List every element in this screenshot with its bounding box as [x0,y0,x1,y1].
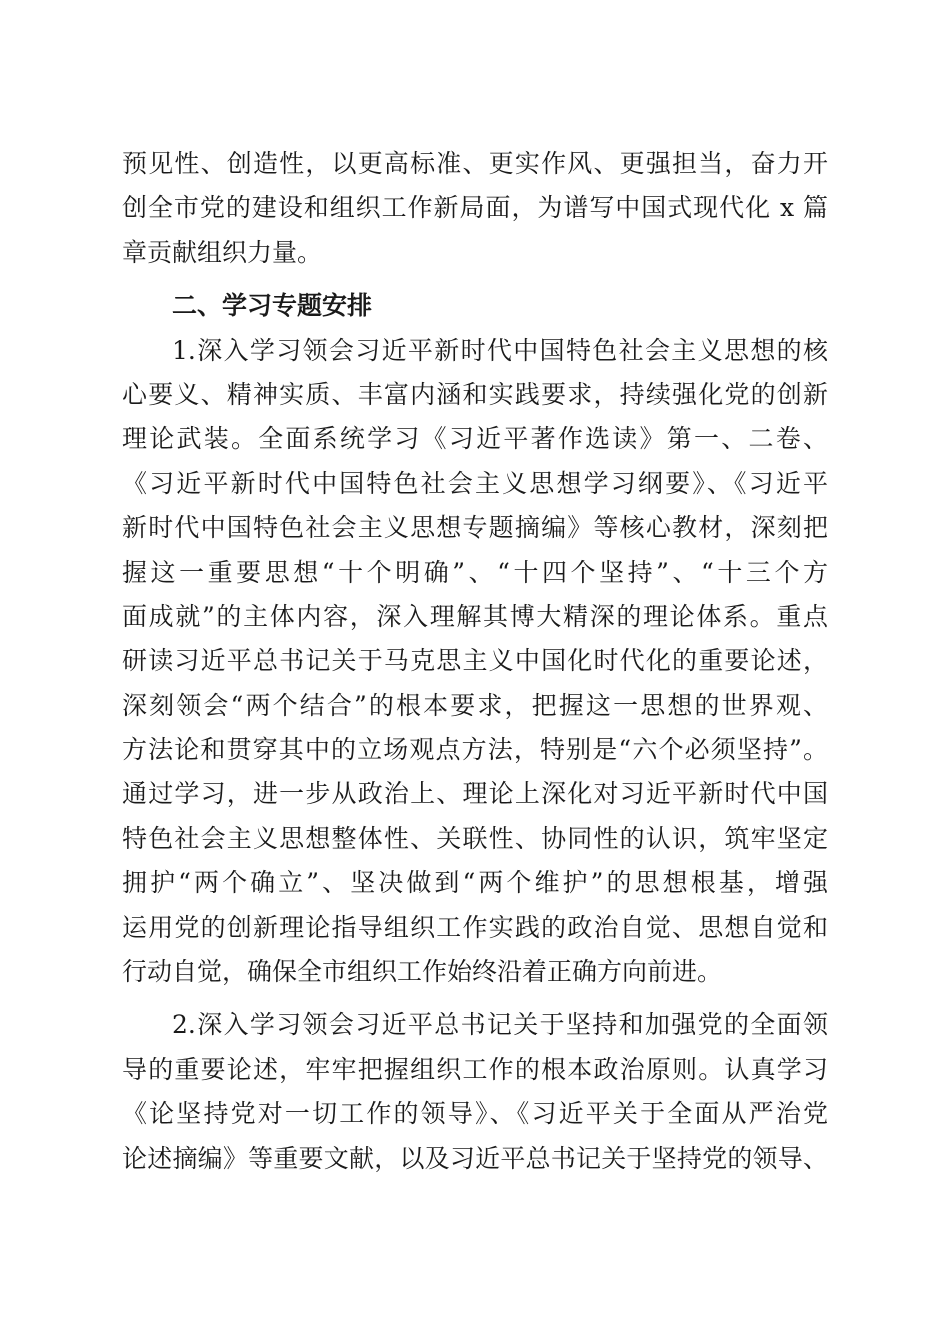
text-line: 特色社会主义思想整体性、关联性、协同性的认识，筑牢坚定 [122,823,828,853]
text-line: 理论武装。全面系统学习《习近平著作选读》第一、二卷、 [122,424,828,454]
text-line: 新时代中国特色社会主义思想专题摘编》等核心教材，深刻把 [122,513,828,543]
text-line: 2.深入学习领会习近平总书记关于坚持和加强党的全面领 [172,1010,828,1040]
paragraph-1 [122,329,828,995]
text-line: 研读习近平总书记关于马克思主义中国化时代化的重要论述， [122,646,828,676]
text-line: 通过学习，进一步从政治上、理论上深化对习近平新时代中国 [122,779,828,809]
paragraph-intro [122,142,828,275]
spacer [122,994,828,1003]
text-line: 论述摘编》等重要文献，以及习近平总书记关于坚持党的领导、 [122,1143,828,1173]
text-line: 方法论和贯穿其中的立场观点方法，特别是“六个必须坚持”。 [122,735,828,765]
section-heading: 二、学习专题安排 [172,291,373,321]
text-line: 预见性、创造性，以更高标准、更实作风、更强担当，奋力开 [122,149,828,178]
text-line: 运用党的创新理论指导组织工作实践的政治自觉、思想自觉和 [122,912,828,942]
spacer [122,275,828,284]
text-line: 导的重要论述，牢牢把握组织工作的根本政治原则。认真学习 [122,1054,828,1084]
text-line: 章贡献组织力量。 [122,237,323,267]
text-line: 《习近平新时代中国特色社会主义思想学习纲要》、《习近平 [122,468,828,498]
text-line: 行动自觉，确保全市组织工作始终沿着正确方向前进。 [122,957,723,987]
text-line: 心要义、精神实质、丰富内涵和实践要求，持续强化党的创新 [122,379,828,409]
text-line: 面成就”的主体内容，深入理解其博大精深的理论体系。重点 [122,601,828,631]
paragraph-2 [122,1003,828,1181]
text-line: 创全市党的建设和组织工作新局面，为谱写中国式现代化 x 篇 [122,193,828,223]
text-line: 1.深入学习领会习近平新时代中国特色社会主义思想的核 [172,335,828,365]
document-body [122,142,828,1181]
text-line: 《论坚持党对一切工作的领导》、《习近平关于全面从严治党 [122,1099,828,1129]
text-line: 拥护“两个确立”、坚决做到“两个维护”的思想根基，增强 [122,868,828,898]
text-line: 握这一重要思想“十个明确”、“十四个坚持”、“十三个方 [122,557,828,587]
text-line: 深刻领会“两个结合”的根本要求，把握这一思想的世界观、 [122,690,828,720]
